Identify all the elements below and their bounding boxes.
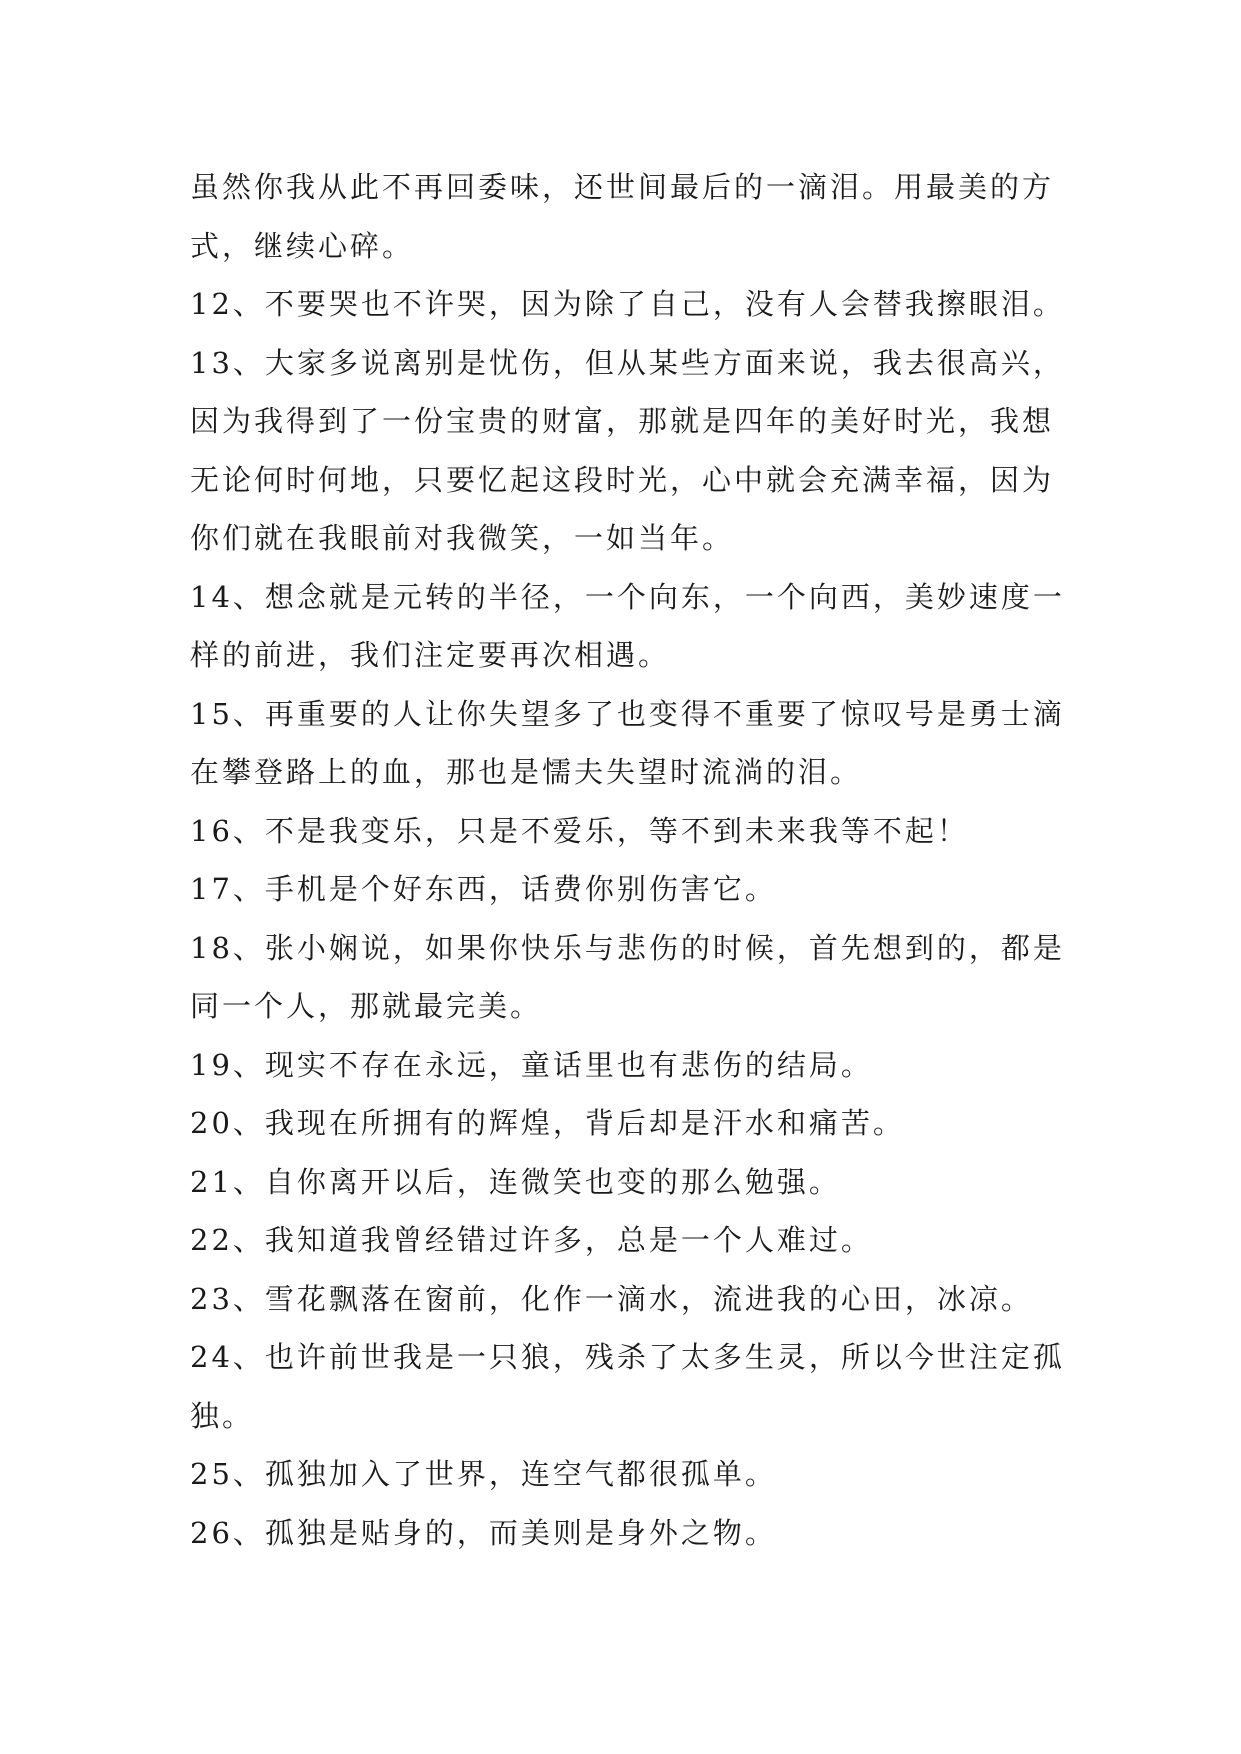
paragraph-12: 12、不要哭也不许哭，因为除了自己，没有人会替我擦眼泪。 [190, 287, 1065, 321]
paragraph-20: 20、我现在所拥有的辉煌，背后却是汗水和痛苦。 [190, 1106, 905, 1140]
paragraph-26: 26、孤独是贴身的，而美则是身外之物。 [190, 1515, 777, 1550]
paragraph-19: 19、现实不存在永远，童话里也有悲伤的结局。 [190, 1047, 873, 1082]
paragraph-22: 22、我知道我曾经错过许多，总是一个人难过。 [190, 1223, 873, 1257]
paragraph-13: 13、大家多说离别是忧伤，但从某些方面来说，我去很高兴，因为我得到了一份宝贵的财富，那就是四年的美好时光，我想无论何时何地，只要忆起这段时光，心中就会充满幸福，因为你们就在我眼前对我微笑，一如当年。 [190, 345, 1065, 555]
body-text [190, 158, 1070, 1562]
paragraph-15: 15、再重要的人让你失望多了也变得不重要了惊叹号是勇士滴在攀登路上的血，那也是懦夫失望时流淌的泪。 [190, 696, 1065, 789]
paragraph-18: 18、张小娴说，如果你快乐与悲伤的时候，首先想到的，都是同一个人，那就最完美。 [190, 930, 1065, 1023]
paragraph-16: 16、不是我变乐，只是不爱乐，等不到未来我等不起！ [190, 813, 969, 848]
paragraph-continuation: 虽然你我从此不再回委味，还世间最后的一滴泪。用最美的方式，继续心碎。 [190, 170, 1055, 263]
paragraph-23: 23、雪花飘落在窗前，化作一滴水，流进我的心田，冰凉。 [190, 1281, 1033, 1316]
paragraph-17: 17、手机是个好东西，话费你别伤害它。 [190, 872, 777, 906]
paragraph-25: 25、孤独加入了世界，连空气都很孤单。 [190, 1457, 777, 1491]
paragraph-14: 14、想念就是元转的半径，一个向东，一个向西，美妙速度一样的前进，我们注定要再次相遇。 [190, 579, 1065, 672]
paragraph-21: 21、自你离开以后，连微笑也变的那么勉强。 [190, 1164, 841, 1199]
paragraph-24: 24、也许前世我是一只狼，残杀了太多生灵，所以今世注定孤独。 [190, 1340, 1065, 1433]
